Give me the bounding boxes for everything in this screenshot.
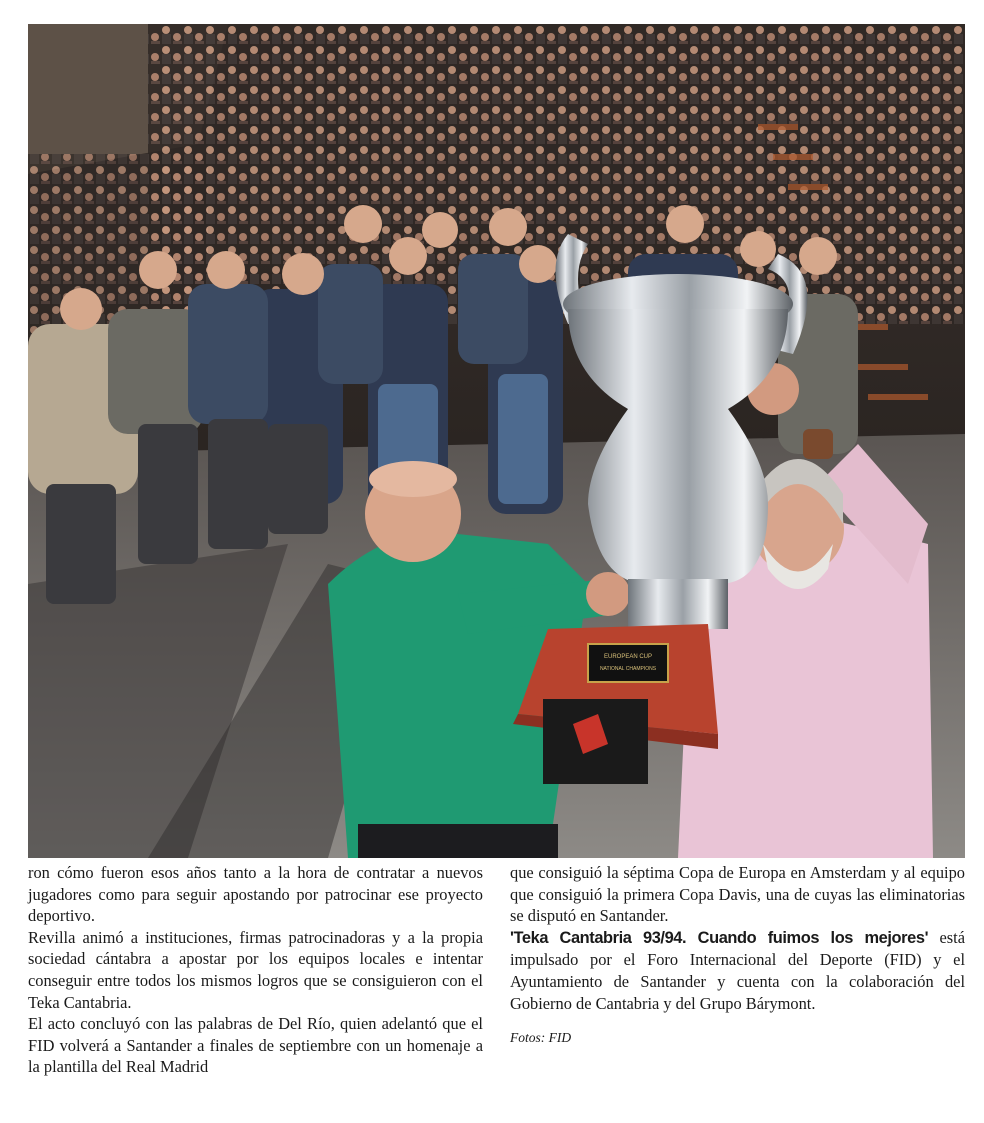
- paragraph: que consiguió la séptima Copa de Europa en Amsterdam y al equipo que consiguió la primera Copa Davis, una de cuyas las eliminatorias se disputó en Santander.: [510, 863, 965, 926]
- article-column-right: [510, 862, 965, 1049]
- paragraph: ron cómo fueron esos años tanto a la hora de contratar a nuevos jugadores como para seguir apostando por patrocinar ese proyecto deportivo.: [28, 863, 483, 926]
- paragraph-rest: está impulsado por el Foro Internacional del Deporte (FID) y el Ayuntamiento de Santander y cuenta con la colaboración del Gobierno de Cantabria y del Grupo Bárymont.: [510, 927, 965, 1013]
- article-column-left: [28, 862, 483, 1078]
- paragraph: Revilla animó a instituciones, firmas patrocinadoras y a la propia sociedad cántabra a apostar por los equipos locales e intentar conseguir entre todos los mismos logros que se consiguieron con el Teka Cantabria.: [28, 927, 483, 1012]
- article-photo: [28, 24, 965, 858]
- plaque-line-1: EUROPEAN CUP: [603, 654, 653, 660]
- plaque-line-2: NATIONAL CHAMPIONS: [599, 666, 657, 672]
- event-title-quote: 'Teka Cantabria 93/94. Cuando fuimos los mejores': [510, 928, 929, 947]
- photo-credit: Fotos: FID: [510, 1030, 572, 1046]
- paragraph: [510, 927, 965, 1014]
- paragraph: El acto concluyó con las palabras de Del Río, quien adelantó que el FID volverá a Santander a finales de septiembre con un homenaje a la plantilla del Real Madrid: [28, 1014, 483, 1077]
